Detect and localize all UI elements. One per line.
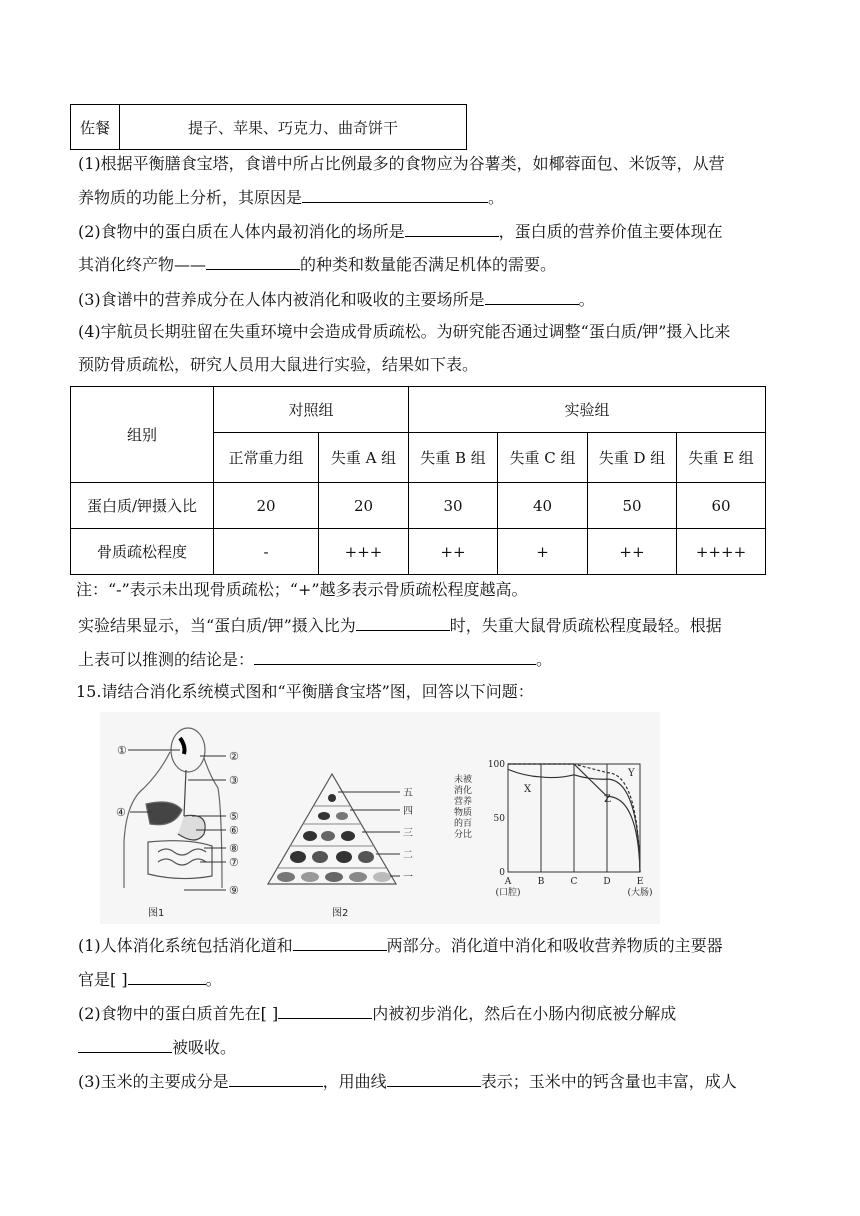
figure2-caption: 图2 (332, 908, 349, 919)
q15-p2-line2 (78, 1036, 236, 1058)
answer-blank[interactable] (128, 968, 206, 985)
q15-p3-text-3: 表示；玉米中的钙含量也丰富，成人 (480, 1072, 737, 1091)
column-header: 失重 E 组 (677, 433, 766, 483)
answer-blank[interactable] (293, 934, 387, 951)
organ-label: ⑤ (229, 810, 239, 823)
x-sublabel: (大肠) (627, 888, 653, 898)
figure1-caption: 图1 (148, 908, 165, 919)
result-end: 。 (536, 650, 553, 669)
q14-p3-text: (3)食谱中的营养成分在人体内被消化和吸收的主要场所是 (78, 290, 485, 309)
column-header: 失重 B 组 (409, 433, 498, 483)
table-cell: 20 (214, 483, 319, 529)
figure-composite (100, 712, 660, 924)
food-item (325, 872, 343, 882)
x-tick-label: D (603, 877, 611, 887)
organ-label: ② (229, 750, 239, 763)
food-item (341, 831, 355, 841)
answer-blank[interactable] (387, 1070, 481, 1087)
q15-p1-text: (1)人体消化系统包括消化道和 (78, 936, 293, 955)
y-axis-label-line: 未被 (454, 775, 473, 785)
organ-label: ③ (229, 774, 239, 787)
q15-title: 15.请结合消化系统模式图和“平衡膳食宝塔”图，回答以下问题： (76, 682, 534, 701)
table-row (71, 483, 766, 529)
organ-label: ① (117, 744, 127, 757)
q15-p1-line1 (78, 934, 723, 956)
answer-blank[interactable] (405, 220, 499, 237)
table-cell: 60 (677, 483, 766, 529)
experiment-table (70, 386, 766, 575)
menu-table (70, 104, 467, 150)
menu-row (71, 105, 467, 150)
table-cell: ++ (588, 529, 677, 575)
row-label: 蛋白质/钾摄入比 (71, 483, 214, 529)
food-item (336, 851, 352, 863)
food-item (336, 812, 348, 820)
organ-label: ⑥ (229, 824, 239, 837)
q15-p3-text: (3)玉米的主要成分是 (78, 1072, 229, 1091)
food-item (318, 812, 330, 820)
organ-label: ⑦ (229, 856, 239, 869)
q14-p2-text: (2)食物中的蛋白质在人体内最初消化的场所是 (78, 222, 405, 241)
x-tick-label: B (537, 877, 545, 887)
table-row (71, 529, 766, 575)
result-line1 (78, 614, 722, 636)
y-tick-label: 100 (487, 760, 505, 770)
answer-blank[interactable] (485, 288, 579, 305)
x-tick-label: E (636, 877, 644, 887)
pyramid-level-label: 四 (403, 806, 413, 817)
q14-p1-line1: (1)根据平衡膳食宝塔，食谱中所占比例最多的食物应为谷薯类，如椰蓉面包、米饭等，从营 (78, 154, 725, 173)
table-cell: ++++ (677, 529, 766, 575)
q14-p2-text-3: 其消化终产物—— (78, 255, 207, 274)
answer-blank[interactable] (356, 614, 450, 631)
column-header: 正常重力组 (214, 433, 319, 483)
q14-p2-text-2: ，蛋白质的营养价值主要体现在 (498, 222, 723, 241)
pyramid-level-label: 一 (403, 872, 413, 883)
table-cell: 30 (409, 483, 498, 529)
table-cell: - (214, 529, 319, 575)
table-note: 注：“-”表示未出现骨质疏松；“+”越多表示骨质疏松程度越高。 (76, 580, 528, 599)
menu-row-items: 提子、苹果、巧克力、曲奇饼干 (120, 105, 467, 150)
column-header: 失重 D 组 (588, 433, 677, 483)
q15-p3-text-2: ，用曲线 (322, 1072, 387, 1091)
food-item (312, 851, 328, 863)
chart-y-axis-label (454, 773, 472, 840)
answer-blank[interactable] (78, 1036, 172, 1053)
y-tick-label: 0 (499, 868, 505, 878)
series-label-x: X (524, 784, 532, 795)
answer-blank[interactable] (302, 186, 488, 203)
q15-p2-line1 (78, 1002, 676, 1024)
food-item (303, 831, 317, 841)
q15-p3-line (78, 1070, 737, 1092)
food-item (349, 872, 367, 882)
q15-p2-end: 被吸收。 (172, 1038, 237, 1057)
experiment-header: 实验组 (409, 387, 766, 433)
q14-p2-line1 (78, 220, 723, 242)
q14-p1-line2 (78, 186, 504, 208)
q15-p1-text-3: 官是[ ] (78, 970, 128, 989)
x-sublabel: (口腔) (495, 888, 521, 898)
q14-p4-line1: (4)宇航员长期驻留在失重环境中会造成骨质疏松。为研究能否通过调整“蛋白质/钾”摄入比来 (78, 322, 731, 341)
food-item (358, 851, 374, 863)
q14-p2-text-4: 的种类和数量能否满足机体的需要。 (300, 255, 557, 274)
answer-blank[interactable] (254, 648, 536, 665)
column-header: 失重 C 组 (498, 433, 588, 483)
y-axis-label-line: 物质 (454, 808, 473, 818)
result-text: 实验结果显示，当“蛋白质/钾”摄入比为 (78, 616, 356, 635)
table-cell: + (498, 529, 588, 575)
y-tick-label: 50 (493, 814, 505, 824)
x-tick-label: A (504, 877, 512, 887)
table-cell: 20 (319, 483, 409, 529)
q14-p1-text: 养物质的功能上分析，其原因是 (78, 188, 303, 207)
food-item (373, 872, 391, 882)
table-cell: 40 (498, 483, 588, 529)
q15-p2-text-2: 内被初步消化，然后在小肠内彻底被分解成 (372, 1004, 677, 1023)
organ-label: ⑧ (229, 842, 239, 855)
column-header: 失重 A 组 (319, 433, 409, 483)
answer-blank[interactable] (278, 1002, 372, 1019)
result-text-2: 时，失重大鼠骨质疏松程度最轻。根据 (449, 616, 722, 635)
q14-p3-end: 。 (578, 290, 595, 309)
food-item (277, 872, 295, 882)
series-label-y: Y (628, 768, 635, 779)
result-line2 (78, 648, 552, 670)
pyramid-level-label: 三 (403, 828, 413, 839)
x-tick-label: C (570, 877, 578, 887)
y-axis-label-line: 分比 (454, 830, 473, 840)
answer-blank[interactable] (229, 1070, 323, 1087)
organ-label: ④ (116, 806, 126, 819)
result-text-3: 上表可以推测的结论是： (78, 650, 255, 669)
q15-p2-text: (2)食物中的蛋白质首先在[ ] (78, 1004, 279, 1023)
y-axis-label-line: 消化 (454, 786, 473, 796)
food-item (301, 872, 319, 882)
organ-label: ⑨ (229, 884, 239, 897)
answer-blank[interactable] (206, 253, 300, 270)
menu-row-label: 佐餐 (71, 105, 120, 150)
group-header: 组别 (71, 387, 214, 483)
y-axis-label-line: 的百 (454, 819, 473, 829)
food-item (321, 831, 335, 841)
q14-p1-end: 。 (488, 188, 505, 207)
q14-p3-line (78, 288, 595, 310)
row-label: 骨质疏松程度 (71, 529, 214, 575)
pyramid-level-label: 二 (403, 850, 413, 861)
table-cell: +++ (319, 529, 409, 575)
pyramid-level-label: 五 (403, 788, 413, 799)
q15-p1-text-2: 两部分。消化道中消化和吸收营养物质的主要器 (386, 936, 723, 955)
q15-p1-line2 (78, 968, 222, 990)
food-item (328, 794, 336, 802)
q14-p4-line2: 预防骨质疏松，研究人员用大鼠进行实验，结果如下表。 (78, 355, 479, 374)
control-header: 对照组 (214, 387, 409, 433)
y-axis-label-line: 营养 (454, 797, 473, 807)
series-label-z: Z (604, 794, 611, 805)
q15-p1-end: 。 (205, 970, 222, 989)
q14-p2-line2 (78, 253, 556, 275)
food-item (290, 851, 306, 863)
table-header-row (71, 387, 766, 433)
table-cell: 50 (588, 483, 677, 529)
table-cell: ++ (409, 529, 498, 575)
